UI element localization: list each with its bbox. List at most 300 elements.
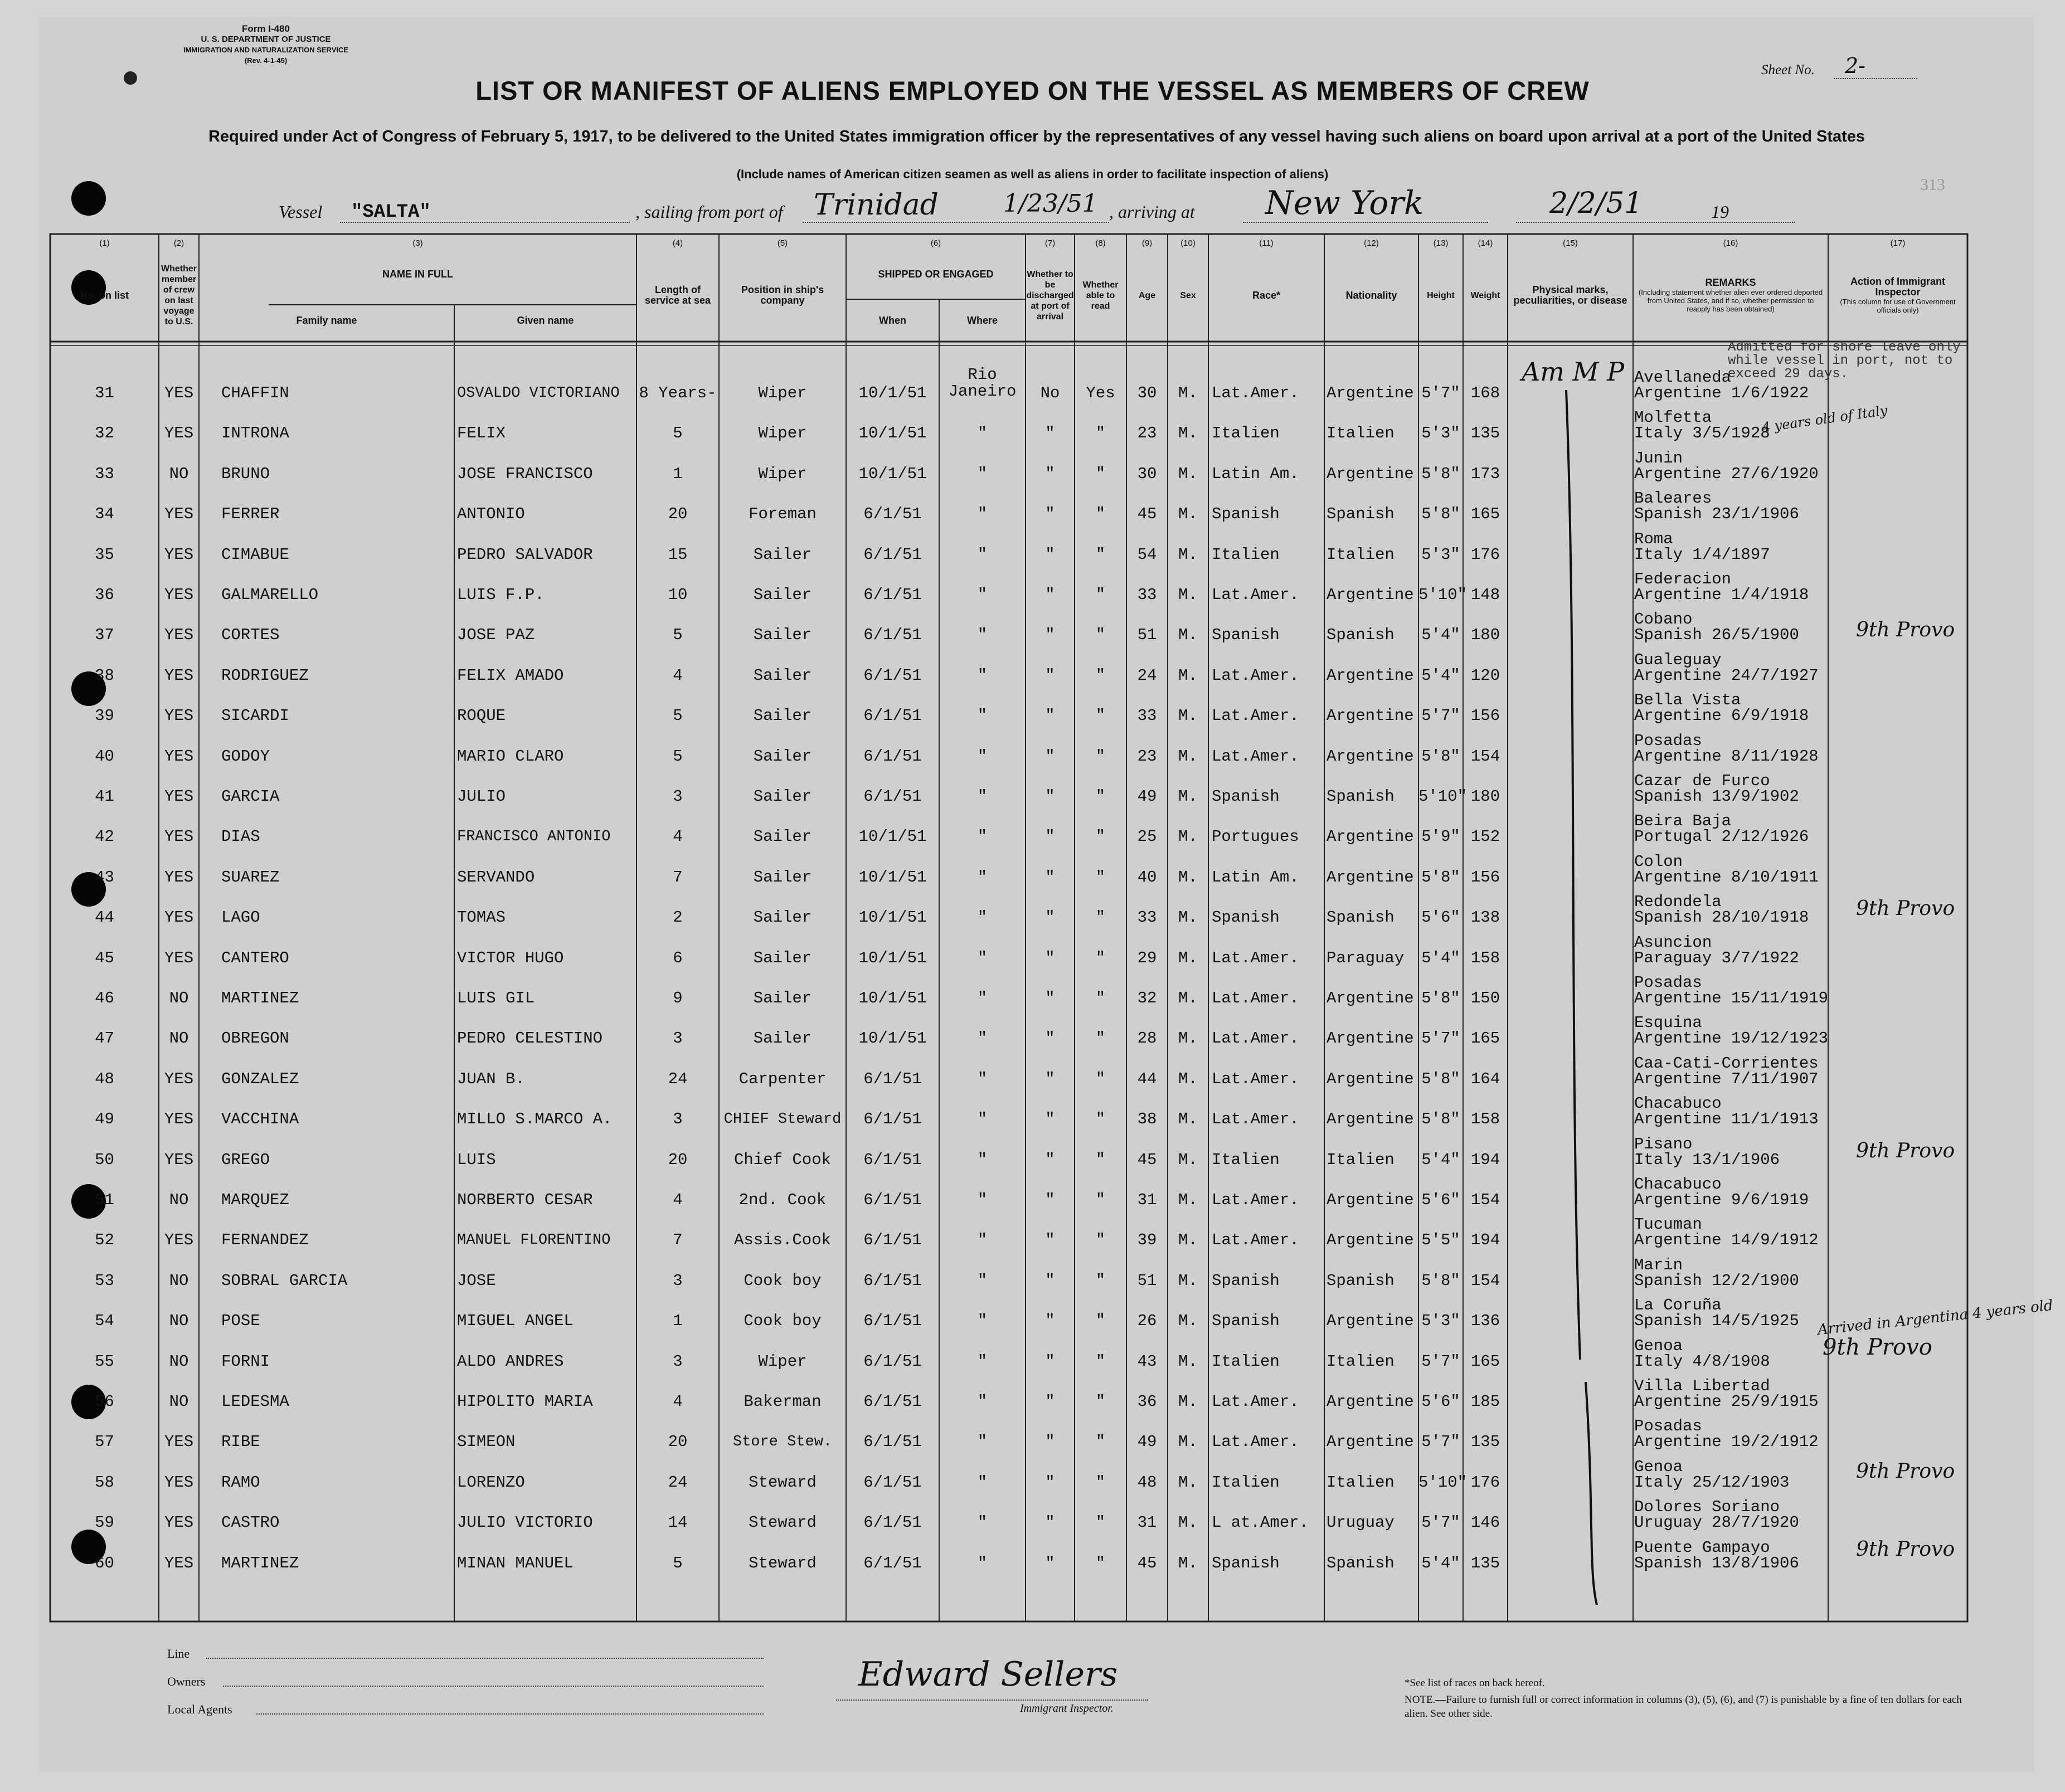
remark-place: Gualeguay <box>1634 650 1722 669</box>
column-header <box>1128 251 1166 340</box>
cell-weight: 135 <box>1470 1433 1500 1452</box>
cell-nat: Argentine <box>1327 586 1414 604</box>
cell-position: Bakerman <box>744 1392 822 1411</box>
cell-no: 32 <box>95 424 114 443</box>
remark-place: Junin <box>1634 449 1683 468</box>
cell-position: Steward <box>749 1513 817 1532</box>
cell-when: 6/1/51 <box>863 1231 922 1250</box>
column-label: Length of service at sea <box>644 284 711 306</box>
cell-read: " <box>1095 747 1106 766</box>
cell-weight: 158 <box>1470 948 1500 967</box>
cell-nat: Spanish <box>1327 505 1395 524</box>
cell-read: Yes <box>1086 384 1115 402</box>
cell-sex: M. <box>1178 1110 1198 1129</box>
column-header <box>721 251 844 340</box>
column-label: Action of Immigrant Inspector <box>1850 276 1945 298</box>
cell-service: 3 <box>673 1029 683 1048</box>
cell-height: 5'8" <box>1421 989 1460 1007</box>
cell-disch: " <box>1045 464 1055 483</box>
remark-place: Redondela <box>1634 893 1722 912</box>
cell-read: " <box>1095 868 1106 887</box>
cell-service: 20 <box>668 1150 688 1169</box>
cell-weight: 154 <box>1470 747 1500 766</box>
cell-no: 55 <box>95 1352 114 1371</box>
cell-position: Carpenter <box>738 1069 827 1088</box>
cell-race: Italien <box>1212 1150 1280 1169</box>
cell-prev: YES <box>164 1513 194 1532</box>
cell-weight: 156 <box>1470 868 1500 887</box>
cell-family: FORNI <box>221 1352 270 1371</box>
cell-disch: " <box>1045 1352 1055 1371</box>
cell-where: " <box>977 1231 988 1250</box>
remark-place: Esquina <box>1634 1014 1702 1033</box>
cell-sex: M. <box>1178 1473 1198 1492</box>
remark-birth: Spanish 26/5/1900 <box>1634 626 1799 645</box>
cell-no: 57 <box>95 1433 114 1452</box>
column-label: Whether to be discharged at port of arrival <box>1026 269 1074 322</box>
cell-position: Wiper <box>758 464 807 483</box>
cell-family: RODRIGUEZ <box>221 666 309 685</box>
cell-sex: M. <box>1178 868 1198 887</box>
cell-where: Rio Janeiro <box>948 366 1017 401</box>
cell-no: 47 <box>95 1029 114 1048</box>
cell-when: 10/1/51 <box>858 948 927 967</box>
cell-when: 6/1/51 <box>863 1433 922 1452</box>
column-number: (7) <box>1044 238 1056 248</box>
cell-sex: M. <box>1178 464 1198 483</box>
line-label: Line <box>167 1647 190 1660</box>
cell-disch: No <box>1040 384 1060 402</box>
cell-when: 6/1/51 <box>863 1513 922 1532</box>
cell-height: 5'6" <box>1421 1392 1460 1411</box>
cell-nat: Argentine <box>1327 1191 1414 1209</box>
cell-given: NORBERTO CESAR <box>457 1191 593 1209</box>
column-header <box>52 251 157 340</box>
cell-age: 48 <box>1137 1473 1157 1492</box>
cell-given: MARIO CLARO <box>457 747 564 766</box>
cell-no: 31 <box>95 384 114 402</box>
cell-position: 2nd. Cook <box>738 1191 827 1209</box>
cell-no: 52 <box>95 1231 114 1250</box>
cell-race: Portugues <box>1212 827 1299 846</box>
cell-read: " <box>1095 626 1106 645</box>
cell-no: 42 <box>95 827 114 846</box>
column-subheader: When <box>879 314 906 326</box>
remark-birth: Argentine 6/9/1918 <box>1634 707 1809 725</box>
cell-where: " <box>977 505 988 524</box>
cell-disch: " <box>1045 1069 1055 1088</box>
cell-race: Lat.Amer. <box>1212 989 1299 1007</box>
cell-family: RAMO <box>221 1473 260 1492</box>
port-from: Trinidad <box>814 188 939 222</box>
cell-sex: M. <box>1178 1069 1198 1088</box>
column-note: (This column for use of Government officials only) <box>1840 298 1956 314</box>
cell-height: 5'8" <box>1421 868 1460 887</box>
cell-age: 54 <box>1137 545 1157 564</box>
cell-given: LUIS <box>457 1150 496 1169</box>
cell-prev: YES <box>164 424 194 443</box>
column-label: SHIPPED OR ENGAGED <box>878 269 994 280</box>
cell-disch: " <box>1045 505 1055 524</box>
cell-family: CASTRO <box>221 1513 280 1532</box>
cell-nat: Argentine <box>1327 868 1414 887</box>
shore-leave-stamp: Admitted for shore leave only while vessel in port, not to exceed 29 days. <box>1728 340 1961 382</box>
line-underline <box>206 1658 764 1659</box>
cell-height: 5'7" <box>1421 1352 1460 1371</box>
cell-family: SOBRAL GARCIA <box>221 1271 348 1290</box>
cell-given: FELIX AMADO <box>457 666 564 685</box>
cell-read: " <box>1095 586 1106 604</box>
cell-disch: " <box>1045 1191 1055 1209</box>
cell-when: 10/1/51 <box>858 384 927 402</box>
cell-prev: YES <box>164 1433 194 1452</box>
cell-nat: Argentine <box>1327 747 1414 766</box>
cell-read: " <box>1095 1513 1106 1532</box>
column-number: (16) <box>1723 238 1738 248</box>
cell-read: " <box>1095 545 1106 564</box>
remark-place: Chacabuco <box>1634 1094 1722 1113</box>
owners-underline <box>223 1686 764 1687</box>
cell-family: BRUNO <box>221 464 270 483</box>
races-note: *See list of races on back hereof. <box>1405 1677 1545 1689</box>
cell-no: 54 <box>95 1312 114 1331</box>
cell-where: " <box>977 1191 988 1209</box>
cell-read: " <box>1095 787 1106 806</box>
cell-nat: Argentine <box>1327 989 1414 1007</box>
cell-prev: YES <box>164 868 194 887</box>
cell-prev: NO <box>169 464 189 483</box>
cell-sex: M. <box>1178 1352 1198 1371</box>
cell-sex: M. <box>1178 666 1198 685</box>
cell-read: " <box>1095 1191 1106 1209</box>
sailing-label: , sailing from port of <box>635 202 783 222</box>
cell-prev: NO <box>169 1271 189 1290</box>
cell-where: " <box>977 1312 988 1331</box>
remark-place: Federacion <box>1634 570 1732 588</box>
cell-family: CHAFFIN <box>221 384 289 402</box>
column-number: (8) <box>1095 238 1106 248</box>
cell-age: 33 <box>1137 707 1157 725</box>
cell-race: Lat.Amer. <box>1212 948 1299 967</box>
cell-service: 4 <box>673 666 683 685</box>
cell-sex: M. <box>1178 1312 1198 1331</box>
cell-read: " <box>1095 1352 1106 1371</box>
cell-nat: Italien <box>1327 1473 1395 1492</box>
cell-race: Spanish <box>1212 908 1280 927</box>
remark-birth: Argentine 11/1/1913 <box>1634 1110 1819 1129</box>
cell-position: Steward <box>749 1554 817 1572</box>
cell-nat: Spanish <box>1327 1554 1395 1572</box>
cell-service: 5 <box>673 626 683 645</box>
cell-service: 4 <box>673 1191 683 1209</box>
cell-nat: Argentine <box>1327 1110 1414 1129</box>
column-label: Whether member of crew on last voyage to U.S. <box>161 264 197 327</box>
cell-height: 5'8" <box>1421 1271 1460 1290</box>
cell-sex: M. <box>1178 1231 1198 1250</box>
cell-prev: YES <box>164 747 194 766</box>
cell-when: 6/1/51 <box>863 1312 922 1331</box>
cell-prev: YES <box>164 626 194 645</box>
remark-birth: Argentine 15/11/1919 <box>1634 989 1829 1007</box>
cell-no: 60 <box>95 1554 114 1572</box>
cell-prev: YES <box>164 908 194 927</box>
cell-prev: YES <box>164 1231 194 1250</box>
cell-nat: Argentine <box>1327 1231 1414 1250</box>
cell-when: 6/1/51 <box>863 787 922 806</box>
cell-disch: " <box>1045 1392 1055 1411</box>
row-note: 9th Provo <box>1856 1538 1955 1561</box>
cell-sex: M. <box>1178 1554 1198 1572</box>
cell-given: LUIS F.P. <box>457 586 545 604</box>
cell-service: 3 <box>673 1271 683 1290</box>
cell-height: 5'5" <box>1421 1231 1460 1250</box>
cell-position: Sailer <box>753 707 812 725</box>
cell-given: SIMEON <box>457 1433 516 1452</box>
remark-place: Molfetta <box>1634 408 1712 427</box>
page-stamp: 313 <box>1920 176 1945 194</box>
cell-race: Lat.Amer. <box>1212 1191 1299 1209</box>
cell-age: 23 <box>1137 424 1157 443</box>
arrival-date: 2/2/51 <box>1549 187 1643 220</box>
cell-no: 33 <box>95 464 114 483</box>
remark-place: Puente Gampayo <box>1634 1538 1770 1557</box>
cell-sex: M. <box>1178 1513 1198 1532</box>
cell-service: 7 <box>673 868 683 887</box>
cell-service: 8 Years- <box>639 384 717 402</box>
cell-disch: " <box>1045 1110 1055 1129</box>
cell-where: " <box>977 666 988 685</box>
cell-race: Spanish <box>1212 626 1280 645</box>
remark-place: Bella Vista <box>1634 691 1741 710</box>
remark-birth: Argentine 27/6/1920 <box>1634 464 1819 483</box>
cell-where: " <box>977 787 988 806</box>
cell-sex: M. <box>1178 1392 1198 1411</box>
cell-nat: Argentine <box>1327 666 1414 685</box>
column-header <box>1830 251 1966 340</box>
cell-position: Sailer <box>753 545 812 564</box>
cell-sex: M. <box>1178 989 1198 1007</box>
cell-position: Wiper <box>758 384 807 402</box>
cell-age: 30 <box>1137 384 1157 402</box>
cell-when: 10/1/51 <box>858 464 927 483</box>
cell-where: " <box>977 1029 988 1048</box>
cell-position: Sailer <box>753 827 812 846</box>
cell-position: Sailer <box>753 787 812 806</box>
cell-service: 1 <box>673 464 683 483</box>
cell-no: 51 <box>95 1191 114 1209</box>
cell-weight: 165 <box>1470 1029 1500 1048</box>
cell-given: JUAN B. <box>457 1069 525 1088</box>
cell-age: 45 <box>1137 1554 1157 1572</box>
cell-read: " <box>1095 1392 1106 1411</box>
cell-when: 6/1/51 <box>863 1473 922 1492</box>
cell-no: 56 <box>95 1392 114 1411</box>
remark-place: Caa-Cati-Corrientes <box>1634 1054 1819 1073</box>
remark-place: Genoa <box>1634 1457 1683 1476</box>
cell-nat: Argentine <box>1327 1433 1414 1452</box>
cell-where: " <box>977 1069 988 1088</box>
cell-height: 5'7" <box>1421 1433 1460 1452</box>
cell-no: 53 <box>95 1271 114 1290</box>
row-note: Arrived in Argentina 4 years old <box>1816 1297 2054 1339</box>
row-note: 9th Provo <box>1856 1460 1955 1483</box>
cell-age: 40 <box>1137 868 1157 887</box>
cell-age: 23 <box>1137 747 1157 766</box>
cell-sex: M. <box>1178 747 1198 766</box>
cell-weight: 158 <box>1470 1110 1500 1129</box>
cell-race: Lat.Amer. <box>1212 707 1299 725</box>
cell-race: Lat.Amer. <box>1212 1231 1299 1250</box>
cell-given: SERVANDO <box>457 868 535 887</box>
cell-position: Sailer <box>753 948 812 967</box>
cell-given: OSVALDO VICTORIANO <box>457 385 620 402</box>
column-label: Weight <box>1470 290 1500 300</box>
cell-read: " <box>1095 666 1106 685</box>
cell-prev: NO <box>169 1392 189 1411</box>
cell-no: 37 <box>95 626 114 645</box>
cell-race: Spanish <box>1212 787 1280 806</box>
cell-when: 6/1/51 <box>863 1352 922 1371</box>
cell-given: HIPOLITO MARIA <box>457 1392 593 1411</box>
arriving-label: , arriving at <box>1109 202 1195 222</box>
column-header <box>201 251 635 298</box>
cell-age: 31 <box>1137 1513 1157 1532</box>
remark-birth: Argentine 14/9/1912 <box>1634 1231 1819 1250</box>
cell-service: 24 <box>668 1473 688 1492</box>
subtitle: Required under Act of Congress of February 5, 1917, to be delivered to the United States immigration officer by the representatives of any vessel having such aliens on board upon arrival at a port of the United States <box>208 128 1865 145</box>
cell-disch: " <box>1045 626 1055 645</box>
cell-sex: M. <box>1178 626 1198 645</box>
cell-age: 51 <box>1137 626 1157 645</box>
cell-nat: Paraguay <box>1327 948 1405 967</box>
cell-sex: M. <box>1178 1029 1198 1048</box>
cell-height: 5'7" <box>1421 384 1460 402</box>
cell-height: 5'3" <box>1421 545 1460 564</box>
cell-no: 39 <box>95 707 114 725</box>
cell-service: 5 <box>673 424 683 443</box>
cell-when: 6/1/51 <box>863 666 922 685</box>
cell-prev: YES <box>164 1554 194 1572</box>
cell-sex: M. <box>1178 1191 1198 1209</box>
cell-read: " <box>1095 1473 1106 1492</box>
cell-family: MARTINEZ <box>221 989 299 1007</box>
cell-age: 38 <box>1137 1110 1157 1129</box>
cell-service: 1 <box>673 1312 683 1331</box>
cell-disch: " <box>1045 1433 1055 1452</box>
cell-family: GONZALEZ <box>221 1069 299 1088</box>
cell-disch: " <box>1045 1231 1055 1250</box>
cell-nat: Italien <box>1327 1352 1395 1371</box>
cell-age: 43 <box>1137 1352 1157 1371</box>
cell-race: Spanish <box>1212 505 1280 524</box>
cell-when: 10/1/51 <box>858 908 927 927</box>
cell-weight: 148 <box>1470 586 1500 604</box>
cell-height: 5'8" <box>1421 747 1460 766</box>
cell-family: SICARDI <box>221 707 289 725</box>
column-label: No. on list <box>80 289 129 301</box>
cell-given: ROQUE <box>457 707 506 725</box>
cell-nat: Argentine <box>1327 1029 1414 1048</box>
cell-given: PEDRO CELESTINO <box>457 1029 603 1048</box>
cell-nat: Spanish <box>1327 626 1395 645</box>
sheet-no-label: Sheet No. <box>1761 62 1815 77</box>
cell-age: 39 <box>1137 1231 1157 1250</box>
column-subheader: Given name <box>517 314 574 326</box>
department: U. S. DEPARTMENT OF JUSTICE <box>201 35 331 44</box>
cell-service: 10 <box>668 586 688 604</box>
cell-given: JULIO VICTORIO <box>457 1513 593 1532</box>
column-header <box>1509 251 1631 340</box>
cell-given: TOMAS <box>457 908 506 927</box>
remark-birth: Italy 1/4/1897 <box>1634 545 1770 564</box>
cell-height: 5'8" <box>1421 505 1460 524</box>
cell-where: " <box>977 1433 988 1452</box>
remark-birth: Italy 25/12/1903 <box>1634 1473 1790 1492</box>
cell-when: 6/1/51 <box>863 707 922 725</box>
remark-birth: Spanish 28/10/1918 <box>1634 908 1809 927</box>
column-label: REMARKS <box>1705 277 1756 288</box>
inspector-signature: Edward Sellers <box>858 1655 1118 1694</box>
cell-height: 5'4" <box>1421 1150 1460 1169</box>
cell-age: 33 <box>1137 908 1157 927</box>
cell-given: PEDRO SALVADOR <box>457 545 593 564</box>
cell-service: 24 <box>668 1069 688 1088</box>
cell-age: 44 <box>1137 1069 1157 1088</box>
cell-where: " <box>977 948 988 967</box>
cell-family: FERNANDEZ <box>221 1231 309 1250</box>
cell-weight: 138 <box>1470 908 1500 927</box>
cell-prev: YES <box>164 1069 194 1088</box>
cell-read: " <box>1095 827 1106 846</box>
cell-family: LAGO <box>221 908 260 927</box>
remark-birth: Italy 3/5/1928 <box>1634 424 1770 443</box>
cell-height: 5'4" <box>1421 948 1460 967</box>
remark-place: Cobano <box>1634 610 1693 629</box>
cell-height: 5'7" <box>1421 707 1460 725</box>
cell-family: OBREGON <box>221 1029 289 1048</box>
form-number: Form I-480 <box>242 23 290 34</box>
cell-height: 5'10" <box>1418 787 1468 806</box>
cell-disch: " <box>1045 586 1055 604</box>
cell-read: " <box>1095 908 1106 927</box>
cell-no: 49 <box>95 1110 114 1129</box>
cell-sex: M. <box>1178 827 1198 846</box>
cell-family: VACCHINA <box>221 1110 299 1129</box>
remark-birth: Italy 13/1/1906 <box>1634 1150 1780 1169</box>
cell-given: VICTOR HUGO <box>457 948 564 967</box>
column-subheader: Where <box>966 314 998 326</box>
cell-disch: " <box>1045 1473 1055 1492</box>
cell-when: 6/1/51 <box>863 1110 922 1129</box>
cell-height: 5'4" <box>1421 666 1460 685</box>
ditto-stroke <box>1566 390 1580 1360</box>
remark-place: Posadas <box>1634 731 1702 750</box>
column-note: (Including statement whether alien ever ordered deported from United States, and if so, whether permission to reapply has been obtained) <box>1638 288 1823 313</box>
page-title: LIST OR MANIFEST OF ALIENS EMPLOYED ON THE VESSEL AS MEMBERS OF CREW <box>475 76 1590 105</box>
cell-nat: Argentine <box>1327 1312 1414 1331</box>
cell-where: " <box>977 908 988 927</box>
cell-weight: 146 <box>1470 1513 1500 1532</box>
column-label: Height <box>1427 290 1455 300</box>
cell-prev: YES <box>164 384 194 402</box>
physical-mark-note: Am M P <box>1522 357 1625 387</box>
cell-when: 6/1/51 <box>863 626 922 645</box>
cell-prev: NO <box>169 1312 189 1331</box>
cell-given: LORENZO <box>457 1473 525 1492</box>
agents-label: Local Agents <box>167 1702 232 1716</box>
cell-position: Sailer <box>753 666 812 685</box>
remark-birth: Spanish 12/2/1900 <box>1634 1271 1799 1290</box>
